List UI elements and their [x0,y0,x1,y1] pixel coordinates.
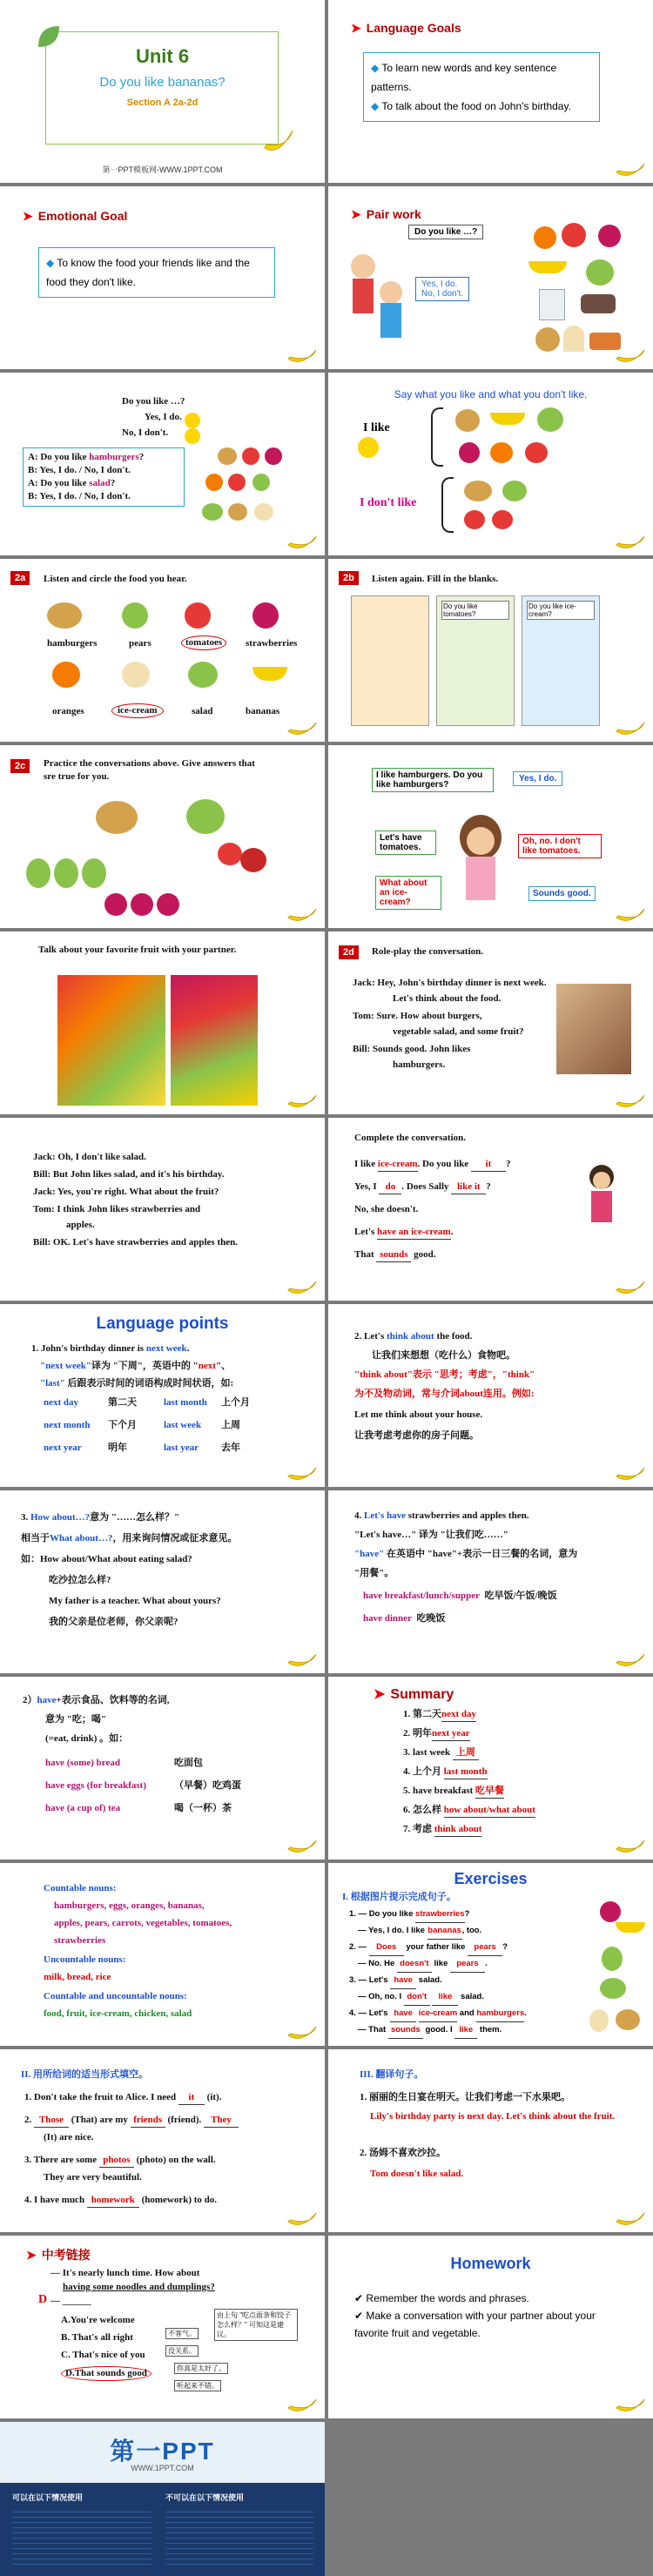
strawberry-icon [157,893,179,916]
pear-icon [602,1947,623,1971]
point-line: "last" 后跟表示时间的词语构成时间状语，如: [40,1378,234,1389]
slide-heading: Listen again. Fill in the blanks. [372,574,499,584]
point-line: Let me think about your house. [354,1409,483,1420]
task-tag: 2b [339,571,359,585]
word-label-circled: ice-cream [111,703,164,718]
question-text: Do you like …? [122,396,185,407]
slide-have-food [0,1677,325,1860]
banana-icon [615,907,646,923]
noun-heading: Uncountable nouns: [44,1954,126,1965]
point-line: 2）have+表示食品、饮料等的名词, [23,1695,170,1705]
noun-list: apples, pears, carrots, vegetables, tomatoes, [54,1918,232,1928]
exercise-line: 4. — Let's have ice-cream and hamburgers. [349,2006,527,2022]
answer-letter: D [38,2293,48,2306]
noun-list: hamburgers, eggs, oranges, bananas, [54,1900,205,1911]
ice-cream-icon [254,503,273,521]
pear-icon [122,602,148,629]
exercise-line: I like ice-cream. Do you like it ? [354,1158,510,1172]
phrase-row: have eggs (for breakfast) （早餐）吃鸡蛋 [45,1780,241,1791]
chocolate-icon [581,294,616,313]
homework-list [354,2290,616,2342]
orange-icon [534,226,556,249]
noun-heading: Countable and uncountable nouns: [44,1991,187,2001]
point-line: 意为 "吃；喝" [45,1714,106,1725]
slide-translation [328,2049,653,2232]
comic-bubble: Do you like ice-cream? [527,601,595,620]
point-line: 如：How about/What about eating salad? [21,1554,192,1564]
orange-icon [205,474,223,491]
banana-icon [286,1466,318,1482]
strawberry-icon [131,893,153,916]
sad-icon [185,428,200,444]
slide-homework [328,2236,653,2418]
banana-icon [286,1652,318,1668]
banana-icon [286,721,318,736]
pear-icon [54,858,78,888]
banana-icon [252,667,287,681]
speech-bubble: Let's have tomatoes. [375,831,436,855]
word-label-circled: tomatoes [181,636,226,650]
note-box: 由上句 "吃点面条和饺子怎么样？" 可知这是建议。 [214,2309,298,2341]
banana-icon [286,2398,318,2413]
dialogue-line: Bill: But John likes salad, and it's his birthday. [33,1169,225,1180]
strawberry-icon [600,1901,621,1922]
slide-conversation-bubbles [328,745,653,928]
fruit-photo [171,975,258,1106]
dialogue-line: apples. [66,1220,95,1230]
banana-icon [286,348,318,364]
banana-icon [615,1280,646,1295]
answer-text: Tom doesn't like salad. [370,2169,464,2179]
slide-lets-have [328,1490,653,1673]
point-line: 相当于What about…?，用来询问情况或征求意见。 [21,1533,238,1544]
dialogue-line: A: Do you like hamburgers? [28,452,145,462]
point-line: "next week"译为 "下周"，英语中的 "next"、 [40,1361,232,1371]
slide-heading: II. 用所给词的适当形式填空。 [21,2069,149,2080]
goal-item: ◆ To talk about the food on John's birthday. [371,100,571,112]
banana-icon [286,1280,318,1295]
point-line: 让我们来想想（吃什么）食物吧。 [372,1350,515,1361]
tomato-icon [464,510,485,529]
strawberry-icon [459,442,480,463]
bread-icon [228,503,247,521]
banana-icon [286,1839,318,1854]
orange-icon [52,662,80,688]
slide-2d [328,932,653,1114]
salad-icon [537,407,563,432]
dialogue-line: Bill: OK. Let's have strawberries and apples then. [33,1237,238,1248]
fine-print [12,2507,151,2566]
point-line: 我的父亲是位老师，你父亲呢? [49,1617,178,1627]
salad-icon [188,662,218,688]
slide-heading: Say what you like and what you don't like. [394,388,588,400]
slide-heading: ➤ Language Goals [351,21,461,35]
speech-bubble: Yes, I do. [513,771,562,786]
hamburger-icon [47,602,82,629]
pear-icon [82,858,106,888]
i-like-label: I like [363,421,390,434]
brand-url: WWW.1PPT.COM [131,2464,194,2472]
slide-heading: ➤ Pair work [351,207,421,221]
point-line: have dinner 吃晚饭 [363,1613,446,1624]
slide-heading: III. 翻译句子。 [360,2069,424,2080]
ice-cream-icon [589,2009,609,2032]
point-line: 吃沙拉怎么样? [49,1575,111,1585]
slide-title [0,0,325,183]
point-line: "think about"表示 "思考；考虑"，"think" [354,1369,535,1380]
summary-item: 2. 明年next year [403,1727,470,1741]
note-box: 听起来不错。 [174,2380,221,2391]
homework-item: ✔ Make a conversation with your partner about your favorite fruit and vegetable. [354,2310,596,2339]
word-label: hamburgers [47,638,98,649]
ice-cream-icon [122,662,150,688]
exercise-line: That sounds good. [354,1248,436,1262]
slide-heading: Role-play the conversation. [372,946,484,957]
exercise-line: — That sounds good. I like them. [349,2022,527,2039]
point-line: 1. John's birthday dinner is next week. [31,1343,190,1354]
slide-2c [0,745,325,928]
exercise-line: 3. — Let's have salad. [349,1973,527,1989]
homework-item: ✔ Remember the words and phrases. [354,2292,529,2304]
hamburger-icon [455,409,480,432]
slide-dialogue-practice [0,373,325,555]
summary-item: 1. 第二天next day [403,1708,476,1722]
children-icon [346,247,407,352]
slide-heading: Talk about your favorite fruit with your partner. [38,945,237,955]
word-label: oranges [52,706,84,716]
speech-bubble: Yes, I do. No, I don't. [415,277,469,301]
noun-list: milk, bread, rice [44,1972,111,1982]
point-line: "Let's have…" 译为 "让我们吃……" [354,1530,508,1540]
exercise-line: No, she doesn't. [354,1204,419,1214]
slide-exercises-1 [328,1863,653,2046]
hamburger-icon [616,2009,640,2030]
lesson-subtitle: Do you like bananas? [99,75,226,90]
noun-list: strawberries [54,1935,106,1946]
slide-heading: Complete the conversation. [354,1133,467,1143]
slide-complete-conversation [328,1118,653,1301]
point-line: 为不及物动词，常与介词about连用。例如: [354,1389,535,1399]
usage-heading: 不可以在以下情况使用 [165,2493,245,2502]
answer-text: Lily's birthday party is next day. Let's think about the fruit. [370,2111,616,2122]
pear-icon [26,858,50,888]
goals-box [363,52,600,122]
speech-bubble: Oh, no. I don't like tomatoes. [518,834,602,858]
slide-2a [0,559,325,742]
brand-logo: 第一PPT [110,2438,215,2465]
noun-list: food, fruit, ice-cream, chicken, salad [44,2008,192,2019]
dialogue-line: Jack: Hey, John's birthday dinner is next week. [353,978,547,988]
slide-think-about [328,1304,653,1487]
point-line: have breakfast/lunch/supper 吃早饭/午饭/晚饭 [363,1591,557,1601]
banana-icon [286,535,318,550]
apple-icon [492,510,513,529]
dialogue-line: Bill: Sounds good. John likes [353,1044,471,1054]
option-c: C. That's nice of you [61,2350,145,2360]
bread-icon [464,481,492,501]
slide-pair-work [328,186,653,369]
exercise-line: — Oh, no. I don't like salad. [349,1989,527,2006]
exercise-line: They are very beautiful. [44,2172,142,2183]
note-box: 没关系。 [165,2345,199,2357]
slide-brand [0,2422,325,2576]
slide-exam-link [0,2236,325,2418]
tomato-icon [240,848,266,872]
smile-icon [185,413,200,428]
exercise-line: 2. Those (That) are my friends (friend). They [24,2114,239,2128]
summary-item: 5. have breakfast 吃早餐 [403,1785,504,1799]
banana-icon [615,2398,646,2413]
exercise-line: 1. Don't take the fruit to Alice. I need it (it). [24,2091,221,2105]
banana-icon [286,1093,318,1109]
banana-icon [286,2025,318,2041]
option-b: B. That's all right [61,2332,133,2343]
slide-exercises-2 [0,2049,325,2232]
slide-heading: Practice the conversations above. Give answers that sre true for you. [44,758,255,782]
tomato-icon [218,843,242,865]
summary-item: 7. 考虑 think about [403,1823,481,1837]
tomato-icon [562,223,586,247]
comic-panel [351,595,429,726]
strawberry-icon [104,893,127,916]
salad-icon [202,503,223,521]
slide-nouns [0,1863,325,2046]
comic-bubble: Do you like tomatoes? [441,601,509,620]
bread-icon [535,327,560,352]
summary-item: 4. 上个月 last month [403,1766,488,1779]
slide-heading: Language points [96,1315,229,1333]
slide-heading: ➤ Emotional Goal [23,209,128,223]
exercise-line: 2. 汤姆不喜欢沙拉。 [360,2148,446,2158]
dialogue-line: Tom: Sure. How about burgers, [353,1011,482,1021]
strawberry-icon [598,225,621,247]
tomato-icon [525,442,548,463]
exercise-line: 1. — Do you like strawberries? [349,1907,527,1923]
fine-print [165,2507,313,2566]
banana-icon [615,348,646,364]
phrase-row: have (a cup of) tea 喝（一杯）茶 [45,1803,232,1813]
phrase-row: next month 下个月 last week 上周 [44,1420,240,1430]
question-line: — ______ [50,2296,91,2306]
answer-no: No, I don't. [122,427,169,438]
question-line: — It's nearly lunch time. How about [50,2268,200,2278]
milk-icon [539,289,565,320]
people-photo [556,984,631,1074]
slide-favorite-fruit [0,932,325,1114]
banana-icon [615,1652,646,1668]
point-line: 2. Let's think about the food. [354,1331,473,1342]
brace [441,477,454,533]
unit-title: Unit 6 [135,45,190,67]
task-tag: 2d [339,945,359,959]
slide-like-dislike [328,373,653,555]
word-label: pears [129,638,151,649]
speech-bubble: Do you like …? [408,225,483,239]
slide-heading: ➤ Summary [374,1687,454,1702]
option-d-circled: D.That sounds good [61,2366,151,2381]
dialogue-line: Tom: I think John likes strawberries and [33,1204,201,1214]
strawberry-icon [252,602,279,629]
summary-item: 6. 怎么样 how about/what about [403,1804,535,1818]
banana-icon [286,907,318,923]
answer-yes: Yes, I do. [145,412,182,422]
point-line: (=eat, drink) 。如： [45,1733,129,1744]
exercise-line: Let's have an ice-cream. [354,1226,453,1240]
point-line: "have" 在英语中 "have"+表示一日三餐的名词，意为 [354,1549,578,1559]
usage-heading: 可以在以下情况使用 [12,2493,84,2502]
slide-language-points [0,1304,325,1487]
banana-icon [615,1093,646,1109]
dialogue-line: Jack: Yes, you're right. What about the fruit? [33,1187,219,1197]
banana-icon [615,162,646,178]
slide-heading: Homework [450,2255,531,2272]
dialogue-box [23,447,185,507]
noun-heading: Countable nouns: [44,1883,117,1893]
i-dont-like-label: I don't like [360,496,417,509]
slide-dialogue-continued [0,1118,325,1301]
ice-cream-icon [563,326,584,352]
pear-icon [252,474,270,491]
exercise-line: 1. 丽丽的生日宴在明天。让我们考虑一下水果吧。 [360,2092,570,2102]
note-box: 不客气。 [165,2328,199,2339]
exercise-list [349,1907,527,2039]
slide-heading: ➤ 中考链接 [26,2248,91,2262]
salad-icon [186,799,225,834]
speech-bubble: Sounds good. [528,886,596,901]
exercise-line: — No. He doesn't like pears . [349,1956,527,1973]
salad-icon [600,1978,626,1999]
point-line: 4. Let's have strawberries and apples then. [354,1510,529,1521]
slide-heading: Listen and circle the food you hear. [44,574,187,584]
speech-bubble: What about an ice-cream? [375,876,441,910]
summary-item: 3. last week 上周 [403,1746,479,1760]
task-tag: 2c [10,759,30,773]
phrase-row: next year 明年 last year 去年 [44,1443,240,1453]
note-box: 你真是太好了。 [174,2363,228,2374]
word-label: strawberries [246,638,298,649]
dialogue-line: Jack: Oh, I don't like salad. [33,1152,146,1162]
brace [431,407,443,467]
banana-icon [615,721,646,736]
slide-how-about [0,1490,325,1673]
word-label: salad [192,706,213,716]
slide-language-goals [328,0,653,183]
banana-icon [616,1922,645,1933]
hamburger-icon [96,801,138,834]
banana-icon [528,261,567,273]
goal-box: ◆ To know the food your friends like and the food they don't like. [38,247,275,298]
slide-summary [328,1677,653,1860]
dialogue-line: Let's think about the food. [393,993,502,1004]
dialogue-line: A: Do you like salad? [28,478,116,488]
point-line: "用餐"。 [354,1568,394,1578]
banana-icon [286,2211,318,2227]
phrase-row: next day 第二天 last month 上个月 [44,1397,250,1408]
exercise-line: (It) are nice. [44,2132,94,2142]
girl-icon [450,811,511,907]
smile-icon [358,437,379,458]
tomato-icon [228,474,246,491]
footer-text: 第一PPT模板网-WWW.1PPT.COM [102,165,223,174]
slide-2b [328,559,653,742]
banana-icon [490,413,525,425]
exercise-line: 4. I have much homework (homework) to do. [24,2194,217,2208]
section-label: Section A 2a-2d [126,98,199,108]
dialogue-line: B: Yes, I do. / No, I don't. [28,491,131,501]
slide-emotional-goal [0,186,325,369]
dialogue-line: hamburgers. [393,1059,446,1070]
banana-icon [615,535,646,550]
task-tag: 2a [10,571,30,585]
option-a: A.You're welcome [61,2315,135,2325]
apple-icon [242,447,259,465]
point-line: 3. How about…?意为 "……怎么样？" [21,1512,180,1523]
salad-icon [586,259,614,286]
girl-icon [582,1161,621,1231]
strawberry-icon [265,447,282,465]
exercise-line: — Yes, I do. I like bananas, too. [349,1923,527,1940]
dialogue-line: B: Yes, I do. / No, I don't. [28,465,131,475]
goal-item: ◆ To learn new words and key sentence patterns. [371,62,557,93]
orange-icon [490,442,513,463]
banana-icon [615,1839,646,1854]
banana-icon [615,1466,646,1482]
fruit-photo [57,975,165,1106]
word-label: bananas [246,706,280,716]
speech-bubble: I like hamburgers. Do you like hamburgers? [372,768,494,792]
question-line: having some noodles and dumplings? [63,2282,215,2292]
hamburger-icon [218,447,237,465]
exercise-line: 2. — Does your father like pears ? [349,1940,527,1956]
tomato-icon [185,602,211,629]
point-line: My father is a teacher. What about yours? [49,1596,221,1606]
chicken-icon [589,333,621,350]
exercise-line: 3. There are some photos (photo) on the wall. [24,2154,216,2168]
exercise-line: Yes, I do . Does Sally like it ? [354,1180,491,1194]
section-label: I. 根据图片提示完成句子。 [342,1892,456,1902]
slide-heading: Exercises [454,1870,528,1887]
dialogue-line: vegetable salad, and some fruit? [393,1026,524,1037]
pear-icon [502,481,527,501]
banana-icon [261,122,296,157]
phrase-row: have (some) bread 吃面包 [45,1758,203,1768]
banana-icon [615,2211,646,2227]
point-line: 让我考虑考虑你的房子问题。 [354,1430,479,1441]
